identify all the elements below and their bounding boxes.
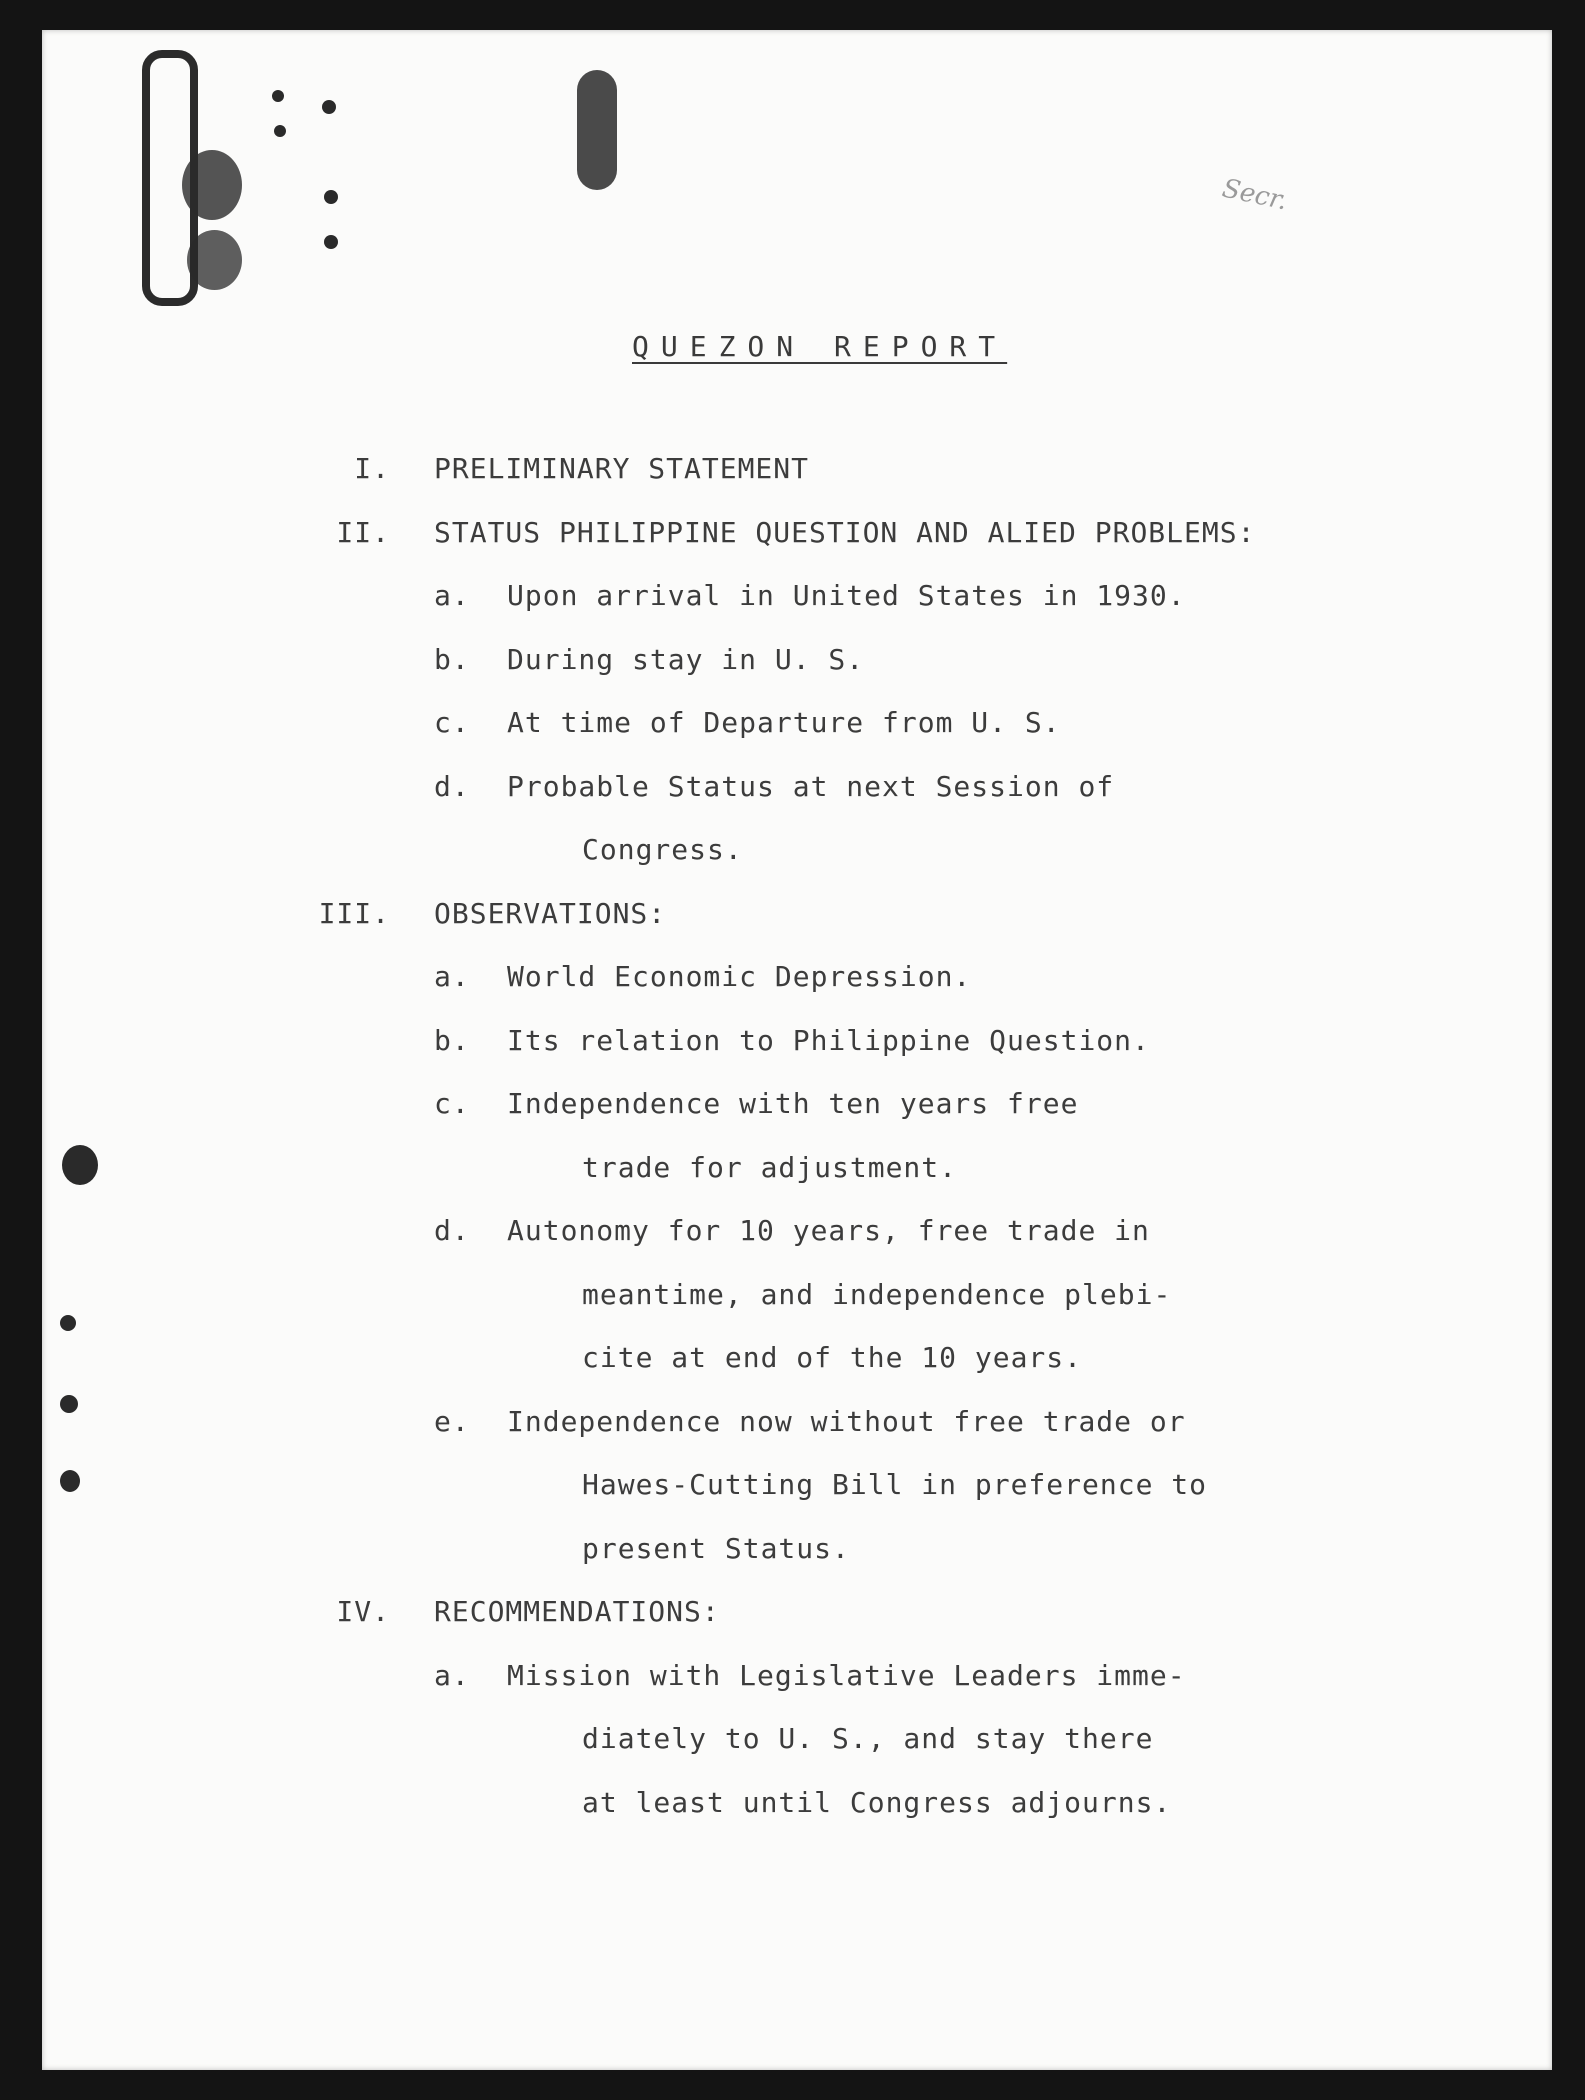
section-heading: OBSERVATIONS: — [434, 896, 667, 930]
ink-stain — [187, 230, 242, 290]
handwritten-note: Secr. — [1219, 173, 1291, 217]
item-text: Its relation to Philippine Question. — [507, 1023, 1150, 1057]
item-continuation: diately to U. S., and stay there — [582, 1722, 1154, 1755]
item-text: Independence now without free trade or — [507, 1404, 1186, 1438]
item-continuation: at least until Congress adjourns. — [582, 1785, 1172, 1819]
item-continuation: meantime, and independence plebi- — [582, 1277, 1172, 1311]
item-continuation: Hawes-Cutting Bill in preference to — [582, 1468, 1208, 1501]
item-text: Upon arrival in United States in 1930. — [507, 579, 1186, 612]
section-numeral: III. — [318, 896, 390, 930]
ink-stain — [274, 125, 286, 137]
item-letter: b. — [434, 1023, 470, 1057]
item-letter: a. — [434, 960, 470, 993]
item-text: During stay in U. S. — [507, 642, 865, 676]
item-letter: b. — [434, 642, 470, 676]
item-text: At time of Departure from U. S. — [507, 706, 1061, 739]
item-letter: c. — [434, 706, 470, 739]
ink-stain — [60, 1395, 78, 1413]
typed-page — [42, 30, 1552, 2070]
section-heading: RECOMMENDATIONS: — [434, 1595, 720, 1628]
item-letter: e. — [434, 1404, 470, 1438]
item-text: Autonomy for 10 years, free trade in — [507, 1214, 1150, 1247]
ink-stain — [60, 1315, 76, 1331]
item-letter: d. — [434, 1214, 470, 1247]
section-numeral: I. — [354, 452, 390, 485]
item-letter: a. — [434, 579, 470, 612]
item-continuation: present Status. — [582, 1531, 850, 1565]
item-text: World Economic Depression. — [507, 960, 972, 993]
ink-stain — [272, 90, 284, 102]
ink-stain — [322, 100, 336, 114]
item-letter: d. — [434, 769, 470, 803]
item-text: Mission with Legislative Leaders imme- — [507, 1658, 1186, 1692]
item-continuation: trade for adjustment. — [582, 1150, 958, 1184]
ink-stain — [182, 150, 242, 220]
ink-stain — [60, 1470, 80, 1492]
section-numeral: IV. — [336, 1595, 390, 1628]
item-letter: c. — [434, 1087, 470, 1120]
item-letter: a. — [434, 1658, 470, 1692]
item-continuation: Congress. — [582, 833, 743, 866]
section-heading: PRELIMINARY STATEMENT — [434, 452, 810, 485]
item-text: Independence with ten years free — [507, 1087, 1079, 1120]
document-title: QUEZON REPORT — [632, 330, 1008, 363]
ink-stain — [62, 1145, 98, 1185]
ink-stain — [324, 235, 338, 249]
item-text: Probable Status at next Session of — [507, 769, 1115, 803]
ink-stain — [577, 70, 617, 190]
section-heading: STATUS PHILIPPINE QUESTION AND ALIED PROBLEMS: — [434, 515, 1256, 549]
item-continuation: cite at end of the 10 years. — [582, 1341, 1083, 1374]
section-numeral: II. — [336, 515, 390, 549]
ink-stain — [324, 190, 338, 204]
